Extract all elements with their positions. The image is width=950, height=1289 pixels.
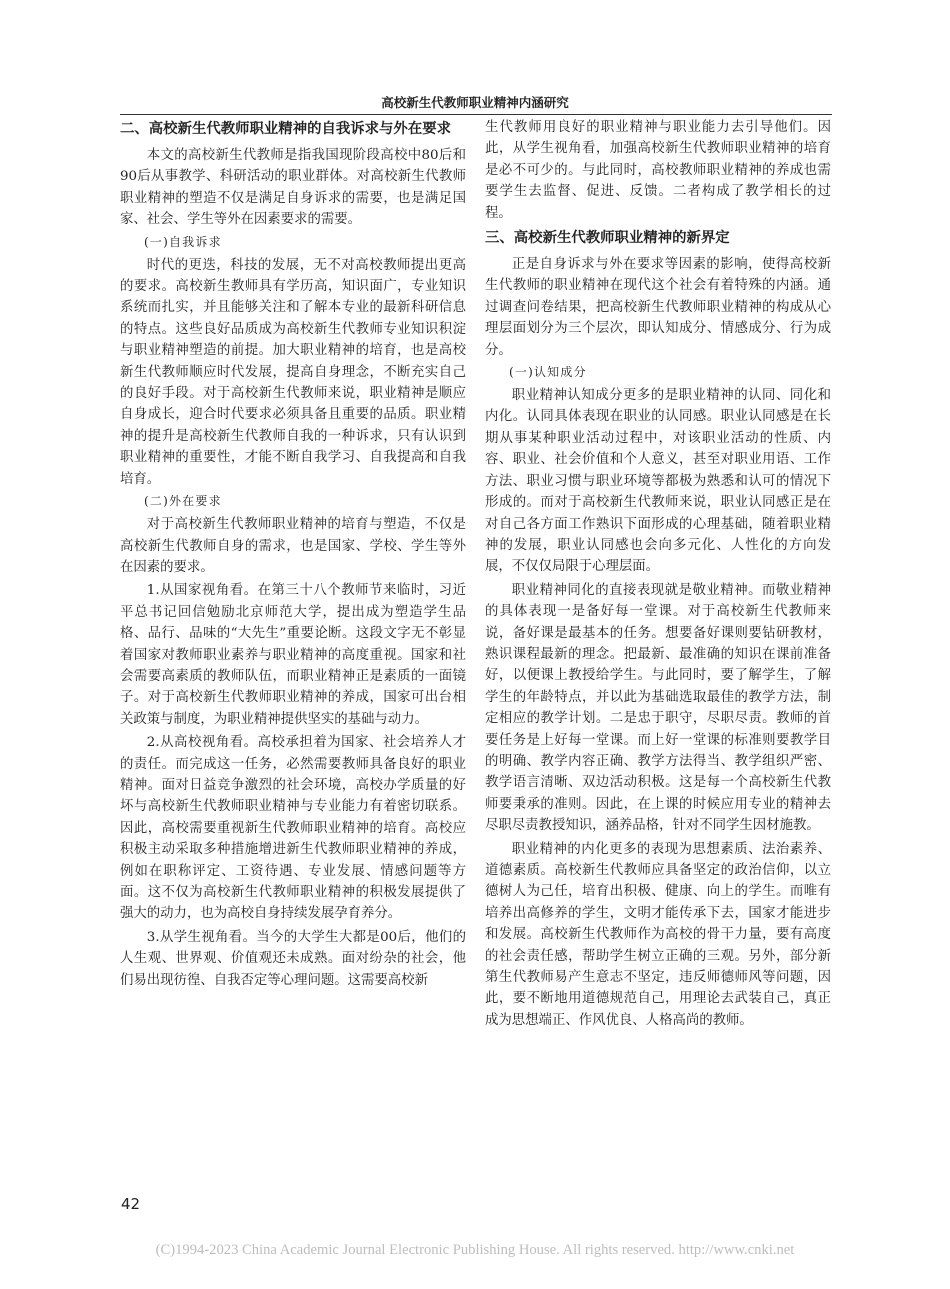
paragraph: 正是自身诉求与外在要求等因素的影响，使得高校新生代教师的职业精神在现代这个社会有着特殊的内涵。通过调查问卷结果，把高校新生代教师职业精神的构成从心理层面划分为三个层次，即认知成分、情感成分、行为成分。: [485, 257, 831, 358]
copyright-notice: (C)1994-2023 China Academic Journal Electronic Publishing House. All rights reserved. http://www.cnki.net: [155, 1242, 795, 1258]
subsection-heading-self-demand: (一)自我诉求: [144, 234, 222, 249]
subsection-heading-external-requirements: (二)外在要求: [144, 494, 222, 509]
paragraph: 职业精神同化的直接表现就是敬业精神。而敬业精神的具体表现一是备好每一堂课。对于高校新生代教师来说，备好课是最基本的任务。想要备好课则要钻研教材，熟识课程最新的理念。把最新、最准确的知识在课前准备好，以便课上教授给学生。与此同时，要了解学生，了解学生的年龄特点，并以此为基础选取最佳的教学方法，制定相应的教学计划。二是忠于职守，尽职尽责。教师的首要任务是上好每一堂课。而上好一堂课的标准则要教学目的明确、教学内容正确、教学方法得当、教学组织严密、教学语言清晰、双边活动积极。这是每一个高校新生代教师要秉承的准则。因此，在上课的时候应用专业的精神去尽职尽责教授知识，涵养品格，针对不同学生因材施教。: [485, 582, 831, 834]
page-number: 42: [121, 1195, 141, 1213]
running-header-title: 高校新生代教师职业精神内涵研究: [381, 95, 569, 110]
paragraph-continuation: 生代教师用良好的职业精神与职业能力去引导他们。因此，从学生视角看，加强高校新生代教师职业精神的培育是必不可少的。与此同时，高校教师职业精神的养成也需要学生去监督、促进、反馈。二者构成了教学相长的过程。: [485, 120, 831, 221]
section-2-heading: 二、高校新生代教师职业精神的自我诉求与外在要求: [120, 121, 451, 137]
subsection-heading-cognitive: (一)认知成分: [509, 365, 587, 380]
paragraph: 时代的更迭，科技的发展，无不对高校教师提出更高的要求。高校新生教师具有学历高，知识面广，专业知识系统而扎实，并且能够关注和了解本专业的最新科研信息的特点。这些良好品质成为高校新生代教师专业知识积淀与职业精神塑造的前提。加大职业精神的培育，也是高校新生代教师顺应时代发展，提高自身理念，不断充实自己的良好手段。对于高校新生代教师来说，职业精神是顺应自身成长，迎合时代要求必须具备且重要的品质。职业精神的提升是高校新生代教师自我的一种诉求，只有认识到职业精神的重要性，才能不断自我学习、自我提高和自我培育。: [120, 257, 466, 487]
paragraph: 对于高校新生代教师职业精神的培育与塑造，不仅是高校新生代教师自身的需求，也是国家、学校、学生等外在因素的要求。: [120, 517, 466, 575]
paragraph: 职业精神的内化更多的表现为思想素质、法治素养、道德素质。高校新生代教师应具备坚定的政治信仰，以立德树人为己任，培育出积极、健康、向上的学生。而唯有培养出高修养的学生，文明才能传承下去，国家才能进步和发展。高校新生代教师作为高校的骨干力量，要有高度的社会责任感，帮助学生树立正确的三观。另外，部分新第生代教师易产生意志不坚定，违反师德师风等问题，因此，要不断地用道德规范自己，用理论去武装自己，真正成为思想端正、作风优良、人格高尚的教师。: [485, 841, 831, 1028]
paragraph: 职业精神认知成分更多的是职业精神的认同、同化和内化。认同具体表现在职业的认同感。职业认同感是在长期从事某种职业活动过程中，对该职业活动的性质、内容、职业、社会价值和个人意义，甚至对职业用语、工作方法、职业习惯与职业环境等都极为熟悉和认可的情况下形成的。而对于高校新生代教师来说，职业认同感正是在对自己各方面工作熟识下面形成的心理基础，随着职业精神的发展，职业认同感也会向多元化、人性化的方向发展，不仅仅局限于心理层面。: [485, 388, 831, 575]
right-column: [485, 117, 831, 1033]
paragraph: 1.从国家视角看。在第三十八个教师节来临时，习近平总书记回信勉励北京师范大学，提出成为塑造学生品格、品行、品味的“大先生”重要论断。这段文字无不彰显着国家对教师职业素养与职业精神的高度重视。国家和社会需要高素质的教师队伍，而职业精神正是素质的一面镜子。对于高校新生代教师职业精神的养成，国家可出台相关政策与制度，为职业精神提供坚实的基础与动力。: [120, 583, 466, 727]
header-divider: [120, 114, 832, 115]
paragraph: 2.从高校视角看。高校承担着为国家、社会培养人才的责任。而完成这一任务，必然需要教师具备良好的职业精神。面对日益竞争激烈的社会环境，高校办学质量的好坏与高校新生代教师职业精神与专业能力有着密切联系。因此，高校需要重视新生代教师职业精神的培育。高校应积极主动采取多种措施增进新生代教师职业精神的养成，例如在职称评定、工资待遇、专业发展、情感问题等方面。这不仅为高校新生代教师职业精神的积极发展提供了强大的动力，也为高校自身持续发展孕育养分。: [120, 735, 466, 922]
paragraph: 本文的高校新生代教师是指我国现阶段高校中80后和90后从事教学、科研活动的职业群体。对高校新生代教师职业精神的塑造不仅是满足自身诉求的需要，也是满足国家、社会、学生等外在因素要求的需要。: [120, 148, 466, 228]
paragraph: 3.从学生视角看。当今的大学生大都是00后，他们的人生观、世界观、价值观还未成熟。面对纷杂的社会，他们易出现彷徨、自我否定等心理问题。这需要高校新: [120, 929, 466, 988]
section-3-heading: 三、高校新生代教师职业精神的新界定: [485, 230, 730, 247]
left-column: [120, 117, 466, 993]
